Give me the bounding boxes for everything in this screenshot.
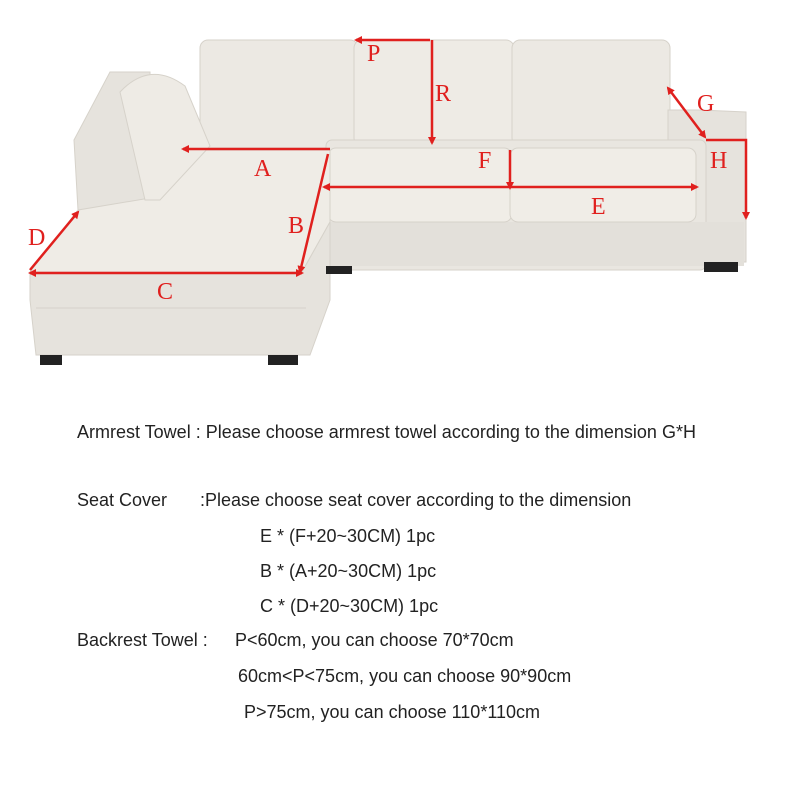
sofa-body xyxy=(30,40,746,365)
foot xyxy=(40,355,62,365)
label-c: C xyxy=(157,279,174,305)
label-p: P xyxy=(367,41,381,67)
backrest-line: P>75cm, you can choose 110*110cm xyxy=(244,702,541,722)
sofa-dimension-diagram xyxy=(0,0,800,380)
foot xyxy=(268,355,298,365)
armrest-instruction: Armrest Towel : Please choose armrest towel according to the dimension G*H xyxy=(77,422,696,442)
label-a: A xyxy=(254,156,272,182)
label-h: H xyxy=(710,148,728,174)
label-d: D xyxy=(28,225,46,251)
seat-cover-description: :Please choose seat cover according to the dimension xyxy=(200,490,632,510)
label-e: E xyxy=(591,194,606,220)
backrest-line: 60cm<P<75cm, you can choose 90*90cm xyxy=(238,666,572,686)
backrest-line: P<60cm, you can choose 70*70cm xyxy=(235,630,514,650)
label-b: B xyxy=(288,213,305,239)
foot xyxy=(704,262,738,272)
label-r: R xyxy=(435,81,452,107)
seat-cover-title: Seat Cover xyxy=(77,490,168,510)
seat-cover-line: B * (A+20~30CM) 1pc xyxy=(260,561,437,581)
label-f: F xyxy=(478,148,492,174)
backrest-title: Backrest Towel : xyxy=(77,630,208,650)
seat-cover-line: C * (D+20~30CM) 1pc xyxy=(260,596,439,616)
label-g: G xyxy=(697,91,715,117)
seat-cover-line: E * (F+20~30CM) 1pc xyxy=(260,526,436,546)
foot xyxy=(326,266,352,274)
